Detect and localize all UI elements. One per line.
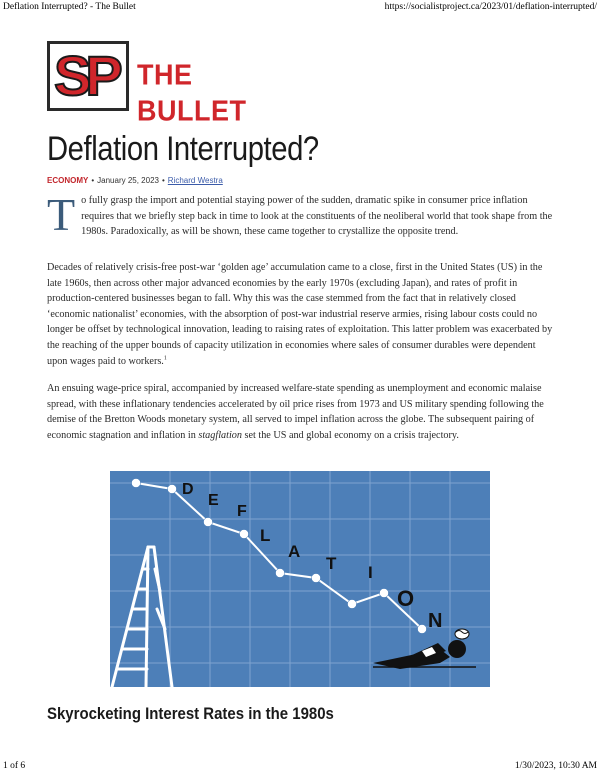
decline-line — [136, 483, 422, 629]
footnote-link[interactable]: 1 — [163, 355, 167, 362]
deflation-letters — [182, 481, 442, 632]
emphasis-stagflation: stagflation — [198, 429, 242, 441]
letter-o: O — [397, 586, 415, 611]
category-link[interactable]: ECONOMY — [47, 176, 89, 185]
letter-n: N — [428, 610, 443, 632]
print-page-title: Deflation Interrupted? - The Bullet — [3, 2, 136, 12]
print-footer — [3, 761, 597, 773]
letter-d: D — [182, 481, 194, 498]
paragraph-1-text: o fully grasp the import and potential staying power of the sudden, dramatic spike in consumer price inflation requires that we briefly step back in time to look at the constituents of the neoliberal world that took shape from the 1980s. Paradoxically, as will be shown, these came together to crystallize the opposite trend. — [81, 195, 553, 238]
letter-e: E — [208, 492, 219, 509]
paragraph-2 — [47, 260, 557, 369]
page-count: 1 of 6 — [3, 761, 26, 771]
deflation-illustration — [110, 471, 490, 687]
print-url: https://socialistproject.ca/2023/01/deflation-interrupted/ — [384, 2, 597, 12]
letter-l: L — [260, 526, 271, 545]
letter-i: I — [368, 563, 373, 582]
meta-separator: • — [161, 176, 165, 185]
letter-t: T — [326, 554, 337, 573]
paragraph-3-text-a: An ensuing wage-price spiral, accompanied by increased welfare-state spending as unemployment and economic malaise spread, with these inflationary tendencies accelerated by oil price rises from 1973 and US military spending following the demise of the Bretton Woods monetary system, all served to impel inflation across the globe. The subsequent pairing of economic stagnation and inflation in — [47, 383, 544, 441]
logo-mark — [47, 41, 129, 111]
site-logo[interactable] — [47, 41, 307, 127]
article-meta — [47, 176, 223, 185]
decline-points — [132, 479, 427, 634]
author-link[interactable]: Richard Westra — [167, 176, 223, 185]
paragraph-3-text-b: set the US and global economy on a crisis trajectory. — [241, 429, 459, 441]
publish-date: January 25, 2023 — [97, 176, 159, 185]
illustration-svg — [110, 471, 490, 687]
paragraph-3 — [47, 381, 557, 443]
article-title: Deflation Interrupted? — [47, 130, 319, 168]
paragraph-2-text: Decades of relatively crisis-free post-war ‘golden age’ accumulation came to a close, first in the United States (US) in the late 1960s, then across other major advanced economies by the early 1970s (excluding Japan), and rates of profit in production-centered businesses began to fall. Why this was the case stemmed from the fact that in relatively closed ‘economic nationalist’ economies, with the absorption of post-war industrial reserve armies, rising labour costs could no longer be offset by technological innovation, leading to raising rates of exploitation. This latter problem was exacerbated by the reaching of the upper bounds of capacity utilization in economies where sales of consumer durables were dependent upon wages paid to workers. — [47, 262, 553, 367]
print-datetime: 1/30/2023, 10:30 AM — [514, 761, 597, 771]
drop-cap: T — [47, 189, 76, 240]
paragraph-1 — [47, 189, 557, 240]
ladder — [112, 547, 172, 687]
letter-f: F — [237, 503, 247, 520]
meta-separator: • — [91, 176, 95, 185]
logo-wordmark: THE BULLET — [137, 59, 247, 127]
section-heading: Skyrocketing Interest Rates in the 1980s — [47, 704, 334, 723]
print-header — [3, 2, 597, 14]
logo-mark-text: SP — [54, 44, 117, 107]
letter-a: A — [288, 542, 301, 561]
